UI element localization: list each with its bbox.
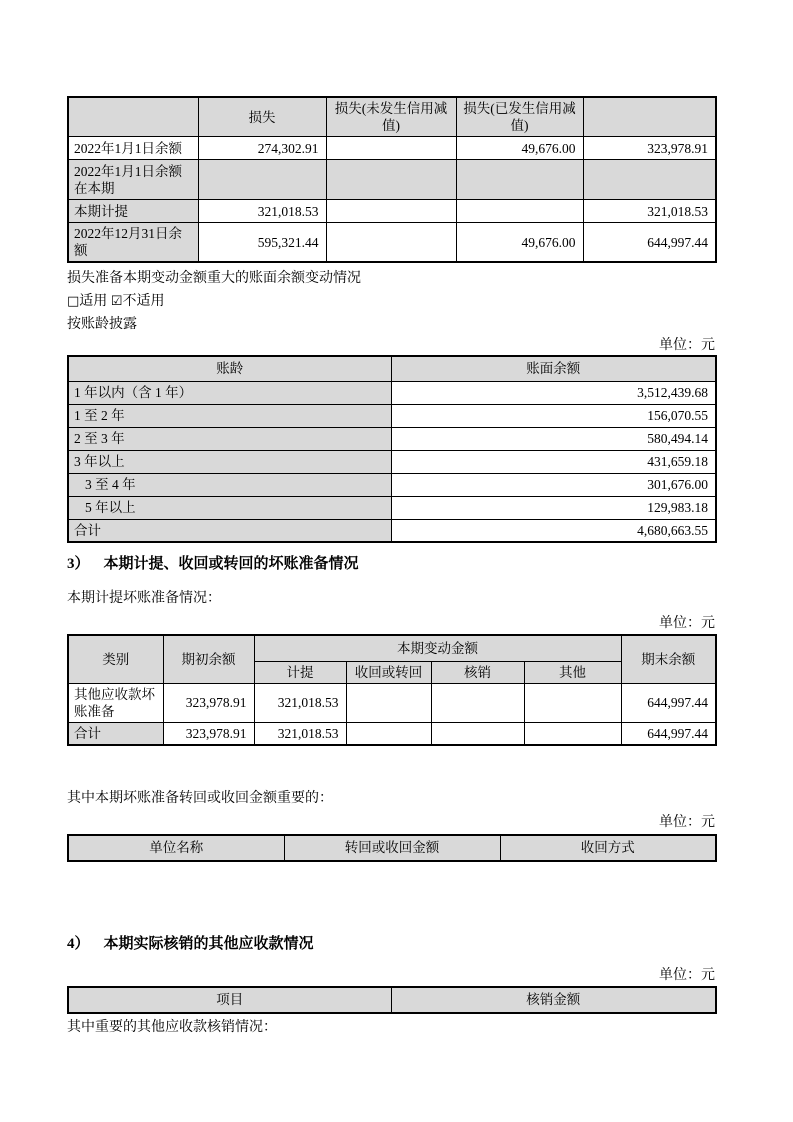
value-cell: 274,302.91 (198, 137, 326, 160)
row-label-cell: 合计 (68, 519, 391, 542)
row-label-cell: 1 至 2 年 (68, 404, 391, 427)
header-cell: 转回或收回金额 (284, 835, 500, 861)
header-cell: 其他 (524, 661, 621, 683)
applicable-label: 适用 (79, 294, 108, 309)
value-cell: 644,997.44 (621, 683, 716, 722)
table-row (68, 160, 716, 200)
header-cell: 类别 (68, 635, 163, 683)
row-label-cell: 2022年1月1日余额 (68, 137, 198, 160)
section-3-heading (67, 553, 715, 575)
header-cell: 期末余额 (621, 635, 716, 683)
value-cell: 595,321.44 (198, 223, 326, 263)
row-label-cell: 2 至 3 年 (68, 427, 391, 450)
value-cell (524, 722, 621, 745)
header-cell: 损失(已发生信用减值) (456, 97, 583, 137)
header-cell: 核销 (431, 661, 524, 683)
header-cell (68, 97, 198, 137)
value-cell (524, 683, 621, 722)
table-row (68, 473, 716, 496)
bad-debt-provision-table (67, 634, 717, 746)
value-cell: 644,997.44 (583, 223, 716, 263)
section-number: 3） (67, 556, 90, 572)
note-loss-provision-change: 损失准备本期变动金额重大的账面余额变动情况 (67, 271, 361, 286)
checkbox-unchecked-icon: □ (67, 294, 80, 309)
section-number: 4） (67, 935, 90, 952)
value-cell: 321,018.53 (254, 722, 346, 745)
table-header-row (68, 835, 716, 861)
value-cell: 644,997.44 (621, 722, 716, 745)
loss-provision-table (67, 96, 717, 263)
value-cell (431, 683, 524, 722)
table-row (68, 450, 716, 473)
header-cell: 项目 (68, 987, 391, 1013)
table-header-row (68, 635, 716, 661)
table-header-row (68, 987, 716, 1013)
table-row (68, 519, 716, 542)
row-label-cell: 1 年以内（含 1 年） (68, 381, 391, 404)
value-cell (346, 722, 431, 745)
value-cell (583, 160, 716, 200)
checkbox-checked-icon: ☑ (110, 294, 123, 309)
row-label-cell: 本期计提 (68, 200, 198, 223)
section-title: 本期实际核销的其他应收款情况 (103, 935, 314, 952)
row-label-cell: 3 年以上 (68, 450, 391, 473)
value-cell: 431,659.18 (391, 450, 716, 473)
value-cell: 321,018.53 (583, 200, 716, 223)
table-header-row (68, 356, 716, 381)
note-aging-disclosure: 按账龄披露 (67, 317, 137, 332)
header-cell: 损失(未发生信用减值) (326, 97, 456, 137)
header-cell: 期初余额 (163, 635, 254, 683)
header-cell: 账龄 (68, 356, 391, 381)
note-important-writeoff: 其中重要的其他应收款核销情况： (67, 1019, 277, 1035)
value-cell (346, 683, 431, 722)
value-cell (456, 160, 583, 200)
table-row (68, 427, 716, 450)
table-row (68, 200, 716, 223)
table-row (68, 223, 716, 263)
row-label-cell: 2022年12月31日余额 (68, 223, 198, 263)
value-cell (326, 137, 456, 160)
row-label-cell: 3 至 4 年 (68, 473, 391, 496)
value-cell: 580,494.14 (391, 427, 716, 450)
unit-label: 单位：元 (659, 616, 715, 631)
row-label-cell: 合计 (68, 722, 163, 745)
unit-label: 单位：元 (659, 814, 715, 830)
value-cell (326, 200, 456, 223)
row-label-cell: 2022年1月1日余额在本期 (68, 160, 198, 200)
table-row (68, 722, 716, 745)
value-cell: 323,978.91 (583, 137, 716, 160)
value-cell: 321,018.53 (198, 200, 326, 223)
header-cell: 收回方式 (500, 835, 716, 861)
table-row (68, 381, 716, 404)
header-cell: 本期变动金额 (254, 635, 621, 661)
page-content (67, 0, 715, 1038)
value-cell: 323,978.91 (163, 722, 254, 745)
value-cell: 301,676.00 (391, 473, 716, 496)
table-row (68, 683, 716, 722)
header-cell: 账面余额 (391, 356, 716, 381)
unit-label: 单位：元 (659, 338, 715, 353)
not-applicable-label: 不适用 (122, 294, 165, 309)
value-cell (326, 223, 456, 263)
row-label-cell: 其他应收款坏账准备 (68, 683, 163, 722)
value-cell (198, 160, 326, 200)
header-cell: 损失 (198, 97, 326, 137)
value-cell: 49,676.00 (456, 223, 583, 263)
value-cell: 323,978.91 (163, 683, 254, 722)
value-cell: 156,070.55 (391, 404, 716, 427)
table-row (68, 404, 716, 427)
header-cell: 计提 (254, 661, 346, 683)
table-row (68, 496, 716, 519)
value-cell: 3,512,439.68 (391, 381, 716, 404)
value-cell: 321,018.53 (254, 683, 346, 722)
value-cell: 4,680,663.55 (391, 519, 716, 542)
applicability-row (67, 290, 715, 313)
table-row (68, 137, 716, 160)
table-header-row (68, 97, 716, 137)
recovery-table (67, 834, 717, 862)
unit-label: 单位：元 (659, 967, 715, 983)
value-cell: 129,983.18 (391, 496, 716, 519)
row-label-cell: 5 年以上 (68, 496, 391, 519)
section-title: 本期计提、收回或转回的坏账准备情况 (103, 556, 359, 572)
note-provision-current: 本期计提坏账准备情况： (67, 591, 221, 606)
writeoff-table (67, 986, 717, 1014)
aging-table (67, 355, 717, 543)
header-cell: 收回或转回 (346, 661, 431, 683)
value-cell (456, 200, 583, 223)
header-cell: 单位名称 (68, 835, 284, 861)
note-significant-recovery: 其中本期坏账准备转回或收回金额重要的： (67, 790, 333, 806)
value-cell: 49,676.00 (456, 137, 583, 160)
header-cell (583, 97, 716, 137)
value-cell (431, 722, 524, 745)
section-4-heading (67, 933, 715, 955)
header-cell: 核销金额 (391, 987, 716, 1013)
value-cell (326, 160, 456, 200)
